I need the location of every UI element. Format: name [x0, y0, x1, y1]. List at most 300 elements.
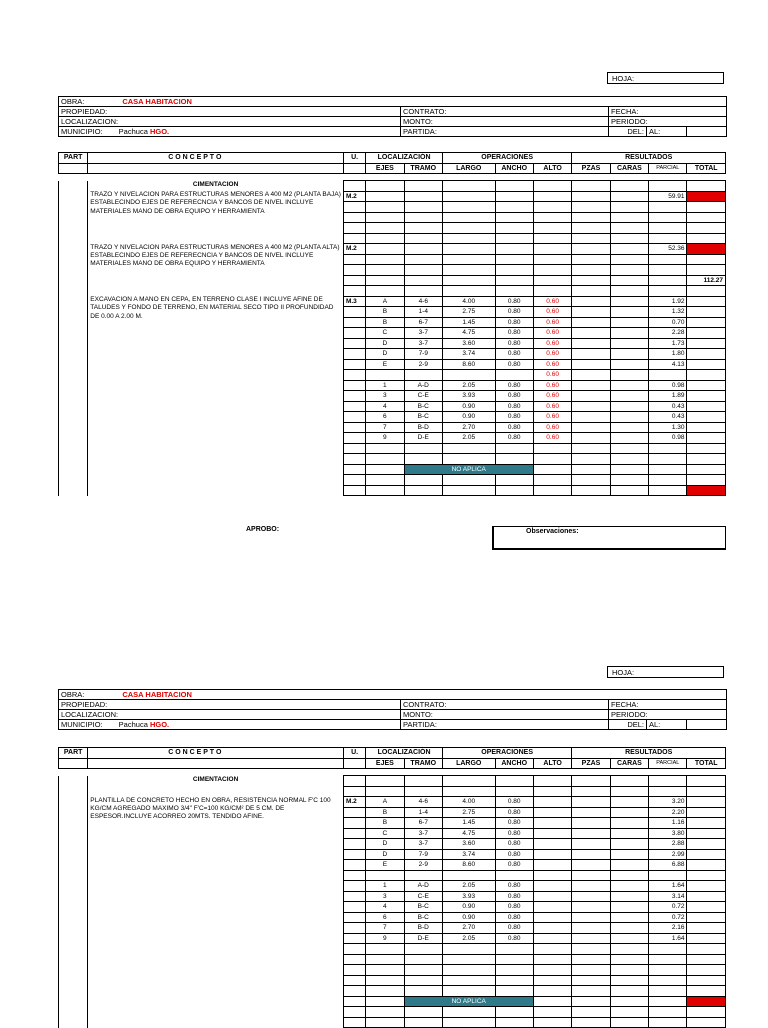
- total-cell: 112.27: [687, 275, 726, 286]
- partida-cell: PARTIDA:: [401, 720, 609, 730]
- municipio-cell: MUNICIPIO: Pachuca HGO.: [59, 127, 401, 137]
- tramo-cell: D-E: [404, 433, 442, 444]
- parcial-cell: [649, 233, 687, 244]
- unit-cell: [343, 370, 365, 381]
- pzas-cell: [572, 881, 610, 892]
- total-cell: [687, 1017, 726, 1028]
- propiedad-cell: PROPIEDAD:: [59, 107, 401, 117]
- caras-cell: [610, 370, 648, 381]
- total-cell: [687, 286, 726, 297]
- parcial-cell: 52.36: [649, 244, 687, 255]
- hoja-field-2[interactable]: HOJA:: [607, 666, 724, 678]
- unit-cell: [343, 401, 365, 412]
- largo-cell: 0.90: [442, 401, 495, 412]
- parcial-cell: [649, 443, 687, 454]
- total-cell: [687, 786, 726, 797]
- ancho-cell: [495, 485, 533, 496]
- largo-cell: 0.90: [442, 902, 495, 913]
- ancho-cell: [495, 254, 533, 265]
- ejes-cell: D: [366, 849, 404, 860]
- caras-cell: [610, 307, 648, 318]
- parcial-cell: 1.32: [649, 307, 687, 318]
- pzas-cell: [572, 191, 610, 202]
- ejes-cell: [366, 286, 404, 297]
- parcial-cell: 3.14: [649, 891, 687, 902]
- alto-cell: [533, 1017, 571, 1028]
- tramo-cell: 3-7: [404, 839, 442, 850]
- tramo-cell: [404, 485, 442, 496]
- total-cell: [687, 202, 726, 213]
- total-cell: [687, 818, 726, 829]
- section-title: CIMENTACION: [88, 181, 344, 192]
- largo-cell: [442, 191, 495, 202]
- contrato-cell: CONTRATO:: [401, 700, 609, 710]
- total-cell: [687, 422, 726, 433]
- total-cell: [687, 454, 726, 465]
- largo-cell: 0.90: [442, 412, 495, 423]
- unit-cell: [343, 307, 365, 318]
- ancho-cell: [495, 443, 533, 454]
- largo-cell: 3.93: [442, 391, 495, 402]
- parcial-cell: 0.43: [649, 412, 687, 423]
- section-title: CIMENTACION: [88, 776, 344, 787]
- monto-cell: MONTO:: [401, 710, 609, 720]
- total-cell: [687, 1007, 726, 1018]
- ejes-cell: [366, 1007, 404, 1018]
- total-cell: [687, 839, 726, 850]
- caras-cell: [610, 902, 648, 913]
- total-cell: [687, 317, 726, 328]
- table-row: [59, 191, 726, 202]
- ejes-cell: [366, 454, 404, 465]
- tramo-cell: [404, 475, 442, 486]
- alto-cell: [533, 849, 571, 860]
- ancho-cell: 0.80: [495, 422, 533, 433]
- ancho-cell: 0.80: [495, 401, 533, 412]
- ejes-cell: 6: [366, 912, 404, 923]
- alto-cell: [533, 933, 571, 944]
- pzas-cell: [572, 443, 610, 454]
- pzas-cell: [572, 349, 610, 360]
- pzas-cell: [572, 954, 610, 965]
- tramo-cell: [404, 254, 442, 265]
- unit-cell: [343, 996, 365, 1007]
- tramo-cell: [404, 965, 442, 976]
- alto-cell: [533, 475, 571, 486]
- alto-cell: [533, 860, 571, 871]
- parcial-cell: 0.98: [649, 433, 687, 444]
- parcial-cell: 2.99: [649, 849, 687, 860]
- caras-cell: [610, 786, 648, 797]
- largo-cell: [442, 370, 495, 381]
- ancho-cell: [495, 975, 533, 986]
- unit-cell: [343, 254, 365, 265]
- ancho-cell: [495, 233, 533, 244]
- parcial-cell: [649, 996, 687, 1007]
- tramo-cell: [404, 944, 442, 955]
- project-header-table: [58, 96, 727, 137]
- pzas-cell: [572, 233, 610, 244]
- col-caras: CARAS: [610, 163, 648, 174]
- largo-cell: 1.45: [442, 317, 495, 328]
- ejes-cell: A: [366, 296, 404, 307]
- alto-cell: [533, 286, 571, 297]
- largo-cell: 4.75: [442, 328, 495, 339]
- alto-cell: [533, 986, 571, 997]
- col-part: PART: [59, 748, 88, 759]
- largo-cell: 2.05: [442, 881, 495, 892]
- largo-cell: [442, 212, 495, 223]
- total-cell: [687, 443, 726, 454]
- largo-cell: 2.05: [442, 433, 495, 444]
- tramo-cell: [404, 286, 442, 297]
- caras-cell: [610, 860, 648, 871]
- total-cell: [687, 975, 726, 986]
- ancho-cell: [495, 1017, 533, 1028]
- ejes-cell: B: [366, 818, 404, 829]
- ejes-cell: [366, 233, 404, 244]
- total-cell: [687, 433, 726, 444]
- caras-cell: [610, 881, 648, 892]
- pzas-cell: [572, 433, 610, 444]
- ancho-cell: [495, 986, 533, 997]
- alto-cell: [533, 839, 571, 850]
- ejes-cell: [366, 212, 404, 223]
- alto-cell: [533, 807, 571, 818]
- col-localizacion: LOCALIZACIÓN: [366, 153, 443, 164]
- tramo-cell: 7-9: [404, 349, 442, 360]
- no-aplica-cell: NO APLICA: [404, 996, 533, 1007]
- ancho-cell: [495, 954, 533, 965]
- largo-cell: 3.93: [442, 891, 495, 902]
- alto-cell: [533, 954, 571, 965]
- ancho-cell: 0.80: [495, 797, 533, 808]
- total-cell: [687, 986, 726, 997]
- largo-cell: [442, 1017, 495, 1028]
- total-cell: [687, 338, 726, 349]
- unit-cell: [343, 828, 365, 839]
- caras-cell: [610, 317, 648, 328]
- pzas-cell: [572, 797, 610, 808]
- largo-cell: [442, 954, 495, 965]
- al-cell: AL:: [647, 127, 687, 137]
- alto-cell: [533, 912, 571, 923]
- unit-cell: [343, 1017, 365, 1028]
- ancho-cell: [495, 1007, 533, 1018]
- pzas-cell: [572, 902, 610, 913]
- parcial-cell: [649, 454, 687, 465]
- col-alto: ALTO: [533, 163, 571, 174]
- ancho-cell: 0.80: [495, 433, 533, 444]
- tramo-cell: [404, 1007, 442, 1018]
- col-total: TOTAL: [687, 758, 726, 769]
- ancho-cell: 0.80: [495, 307, 533, 318]
- col-u: U.: [343, 153, 365, 164]
- tramo-cell: [404, 212, 442, 223]
- col-localizacion: LOCALIZACIÓN: [366, 748, 443, 759]
- unit-cell: [343, 954, 365, 965]
- largo-cell: [442, 223, 495, 234]
- largo-cell: [442, 986, 495, 997]
- pzas-cell: [572, 464, 610, 475]
- pzas-cell: [572, 212, 610, 223]
- ancho-cell: 0.80: [495, 380, 533, 391]
- parcial-cell: 6.88: [649, 860, 687, 871]
- measurement-table-sheet2: [58, 747, 726, 1028]
- pzas-cell: [572, 328, 610, 339]
- pzas-cell: [572, 223, 610, 234]
- ancho-cell: [495, 370, 533, 381]
- alto-cell: [533, 191, 571, 202]
- largo-cell: 2.75: [442, 807, 495, 818]
- parcial-cell: 0.72: [649, 912, 687, 923]
- alto-cell: [533, 244, 571, 255]
- pzas-cell: [572, 391, 610, 402]
- total-cell: [687, 902, 726, 913]
- largo-cell: [442, 485, 495, 496]
- ejes-cell: D: [366, 349, 404, 360]
- caras-cell: [610, 391, 648, 402]
- alto-cell: [533, 870, 571, 881]
- obra-cell: OBRA: CASA HABITACION: [59, 690, 727, 700]
- caras-cell: [610, 797, 648, 808]
- tramo-cell: [404, 233, 442, 244]
- ancho-cell: 0.80: [495, 923, 533, 934]
- ancho-cell: [495, 212, 533, 223]
- parcial-cell: 1.92: [649, 296, 687, 307]
- caras-cell: [610, 275, 648, 286]
- ancho-cell: 0.80: [495, 839, 533, 850]
- col-largo: LARGO: [442, 163, 495, 174]
- alto-cell: [533, 923, 571, 934]
- tramo-cell: 6-7: [404, 818, 442, 829]
- ejes-cell: 1: [366, 881, 404, 892]
- pzas-cell: [572, 254, 610, 265]
- caras-cell: [610, 923, 648, 934]
- caras-cell: [610, 891, 648, 902]
- ancho-cell: [495, 965, 533, 976]
- largo-cell: [442, 233, 495, 244]
- pzas-cell: [572, 786, 610, 797]
- tramo-cell: 2-9: [404, 860, 442, 871]
- col-caras: CARAS: [610, 758, 648, 769]
- al-cell: AL:: [647, 720, 687, 730]
- fecha-cell: FECHA:: [609, 700, 727, 710]
- pzas-cell: [572, 849, 610, 860]
- col-pzas: PZAS: [572, 163, 610, 174]
- caras-cell: [610, 1017, 648, 1028]
- alto-cell: [533, 275, 571, 286]
- pzas-cell: [572, 275, 610, 286]
- ancho-cell: [495, 475, 533, 486]
- caras-cell: [610, 401, 648, 412]
- largo-cell: [442, 975, 495, 986]
- tramo-cell: 3-7: [404, 328, 442, 339]
- pzas-cell: [572, 317, 610, 328]
- caras-cell: [610, 359, 648, 370]
- pzas-cell: [572, 422, 610, 433]
- unit-cell: [343, 359, 365, 370]
- periodo-cell: PERIODO:: [609, 117, 727, 127]
- pzas-cell: [572, 286, 610, 297]
- unit-cell: [343, 275, 365, 286]
- unit-cell: [343, 380, 365, 391]
- unit-cell: [343, 944, 365, 955]
- parcial-cell: [649, 212, 687, 223]
- caras-cell: [610, 412, 648, 423]
- tramo-cell: [404, 265, 442, 276]
- total-cell: [687, 380, 726, 391]
- ejes-cell: 4: [366, 902, 404, 913]
- ejes-cell: 6: [366, 412, 404, 423]
- ejes-cell: E: [366, 359, 404, 370]
- pzas-cell: [572, 965, 610, 976]
- unit-cell: M.2: [343, 797, 365, 808]
- ancho-cell: [495, 275, 533, 286]
- parcial-cell: 1.64: [649, 933, 687, 944]
- unit-cell: [343, 881, 365, 892]
- ancho-cell: 0.80: [495, 328, 533, 339]
- caras-cell: [610, 338, 648, 349]
- largo-cell: 3.74: [442, 849, 495, 860]
- pzas-cell: [572, 996, 610, 1007]
- alto-cell: [533, 786, 571, 797]
- ejes-cell: [366, 954, 404, 965]
- ancho-cell: 0.80: [495, 338, 533, 349]
- total-cell: [687, 828, 726, 839]
- ancho-cell: [495, 870, 533, 881]
- fecha-cell: FECHA:: [609, 107, 727, 117]
- largo-cell: 4.75: [442, 828, 495, 839]
- observaciones-box[interactable]: Observaciones:: [492, 526, 726, 550]
- largo-cell: [442, 443, 495, 454]
- tramo-cell: 2-9: [404, 359, 442, 370]
- pzas-cell: [572, 338, 610, 349]
- pzas-cell: [572, 818, 610, 829]
- unit-cell: [343, 202, 365, 213]
- hoja-field[interactable]: HOJA:: [607, 72, 724, 84]
- alto-cell: 0.60: [533, 349, 571, 360]
- caras-cell: [610, 212, 648, 223]
- pzas-cell: [572, 244, 610, 255]
- largo-cell: [442, 202, 495, 213]
- caras-cell: [610, 975, 648, 986]
- parcial-cell: 1.64: [649, 881, 687, 892]
- ejes-cell: [366, 870, 404, 881]
- alto-cell: [533, 975, 571, 986]
- ancho-cell: [495, 454, 533, 465]
- ejes-cell: D: [366, 839, 404, 850]
- del-cell: DEL:: [609, 720, 647, 730]
- col-ancho: ANCHO: [495, 758, 533, 769]
- total-cell: [687, 933, 726, 944]
- caras-cell: [610, 986, 648, 997]
- ancho-cell: 0.80: [495, 891, 533, 902]
- municipio-cell: MUNICIPIO: Pachuca HGO.: [59, 720, 401, 730]
- unit-cell: [343, 475, 365, 486]
- ejes-cell: [366, 965, 404, 976]
- largo-cell: [442, 265, 495, 276]
- alto-cell: 0.60: [533, 433, 571, 444]
- ancho-cell: 0.80: [495, 317, 533, 328]
- tramo-cell: 7-9: [404, 849, 442, 860]
- ancho-cell: 0.80: [495, 807, 533, 818]
- unit-cell: [343, 786, 365, 797]
- parcial-cell: 0.72: [649, 902, 687, 913]
- tramo-cell: [404, 954, 442, 965]
- pzas-cell: [572, 839, 610, 850]
- pzas-cell: [572, 986, 610, 997]
- parcial-cell: [649, 475, 687, 486]
- ejes-cell: [366, 1017, 404, 1028]
- ejes-cell: 9: [366, 433, 404, 444]
- tramo-cell: B-C: [404, 412, 442, 423]
- caras-cell: [610, 954, 648, 965]
- unit-cell: [343, 338, 365, 349]
- total-cell: [687, 912, 726, 923]
- unit-cell: [343, 286, 365, 297]
- alto-cell: 0.60: [533, 422, 571, 433]
- caras-cell: [610, 422, 648, 433]
- pzas-cell: [572, 401, 610, 412]
- caras-cell: [610, 933, 648, 944]
- tramo-cell: [404, 244, 442, 255]
- unit-cell: [343, 860, 365, 871]
- caras-cell: [610, 475, 648, 486]
- alto-cell: [533, 265, 571, 276]
- ejes-cell: [366, 254, 404, 265]
- pzas-cell: [572, 485, 610, 496]
- ejes-cell: D: [366, 338, 404, 349]
- pzas-cell: [572, 891, 610, 902]
- alto-cell: [533, 965, 571, 976]
- tramo-cell: [404, 986, 442, 997]
- tramo-cell: [404, 870, 442, 881]
- col-alto: ALTO: [533, 758, 571, 769]
- caras-cell: [610, 996, 648, 1007]
- tramo-cell: B-D: [404, 422, 442, 433]
- total-cell: [687, 223, 726, 234]
- localizacion-cell: LOCALIZACION:: [59, 117, 401, 127]
- unit-cell: [343, 443, 365, 454]
- total-cell: [687, 401, 726, 412]
- parcial-cell: [649, 202, 687, 213]
- parcial-cell: 59.91: [649, 191, 687, 202]
- largo-cell: [442, 454, 495, 465]
- alto-cell: 0.60: [533, 338, 571, 349]
- largo-cell: [442, 244, 495, 255]
- tramo-cell: [404, 1017, 442, 1028]
- ejes-cell: [366, 975, 404, 986]
- unit-cell: [343, 265, 365, 276]
- alto-cell: [533, 454, 571, 465]
- unit-cell: [343, 849, 365, 860]
- alto-cell: [533, 233, 571, 244]
- parcial-cell: [649, 1007, 687, 1018]
- unit-cell: [343, 839, 365, 850]
- alto-cell: 0.60: [533, 296, 571, 307]
- caras-cell: [610, 839, 648, 850]
- unit-cell: [343, 233, 365, 244]
- ancho-cell: 0.80: [495, 849, 533, 860]
- tramo-cell: [404, 443, 442, 454]
- unit-cell: [343, 422, 365, 433]
- caras-cell: [610, 202, 648, 213]
- total-cell: [687, 881, 726, 892]
- tramo-cell: [404, 191, 442, 202]
- caras-cell: [610, 244, 648, 255]
- parcial-cell: 2.16: [649, 923, 687, 934]
